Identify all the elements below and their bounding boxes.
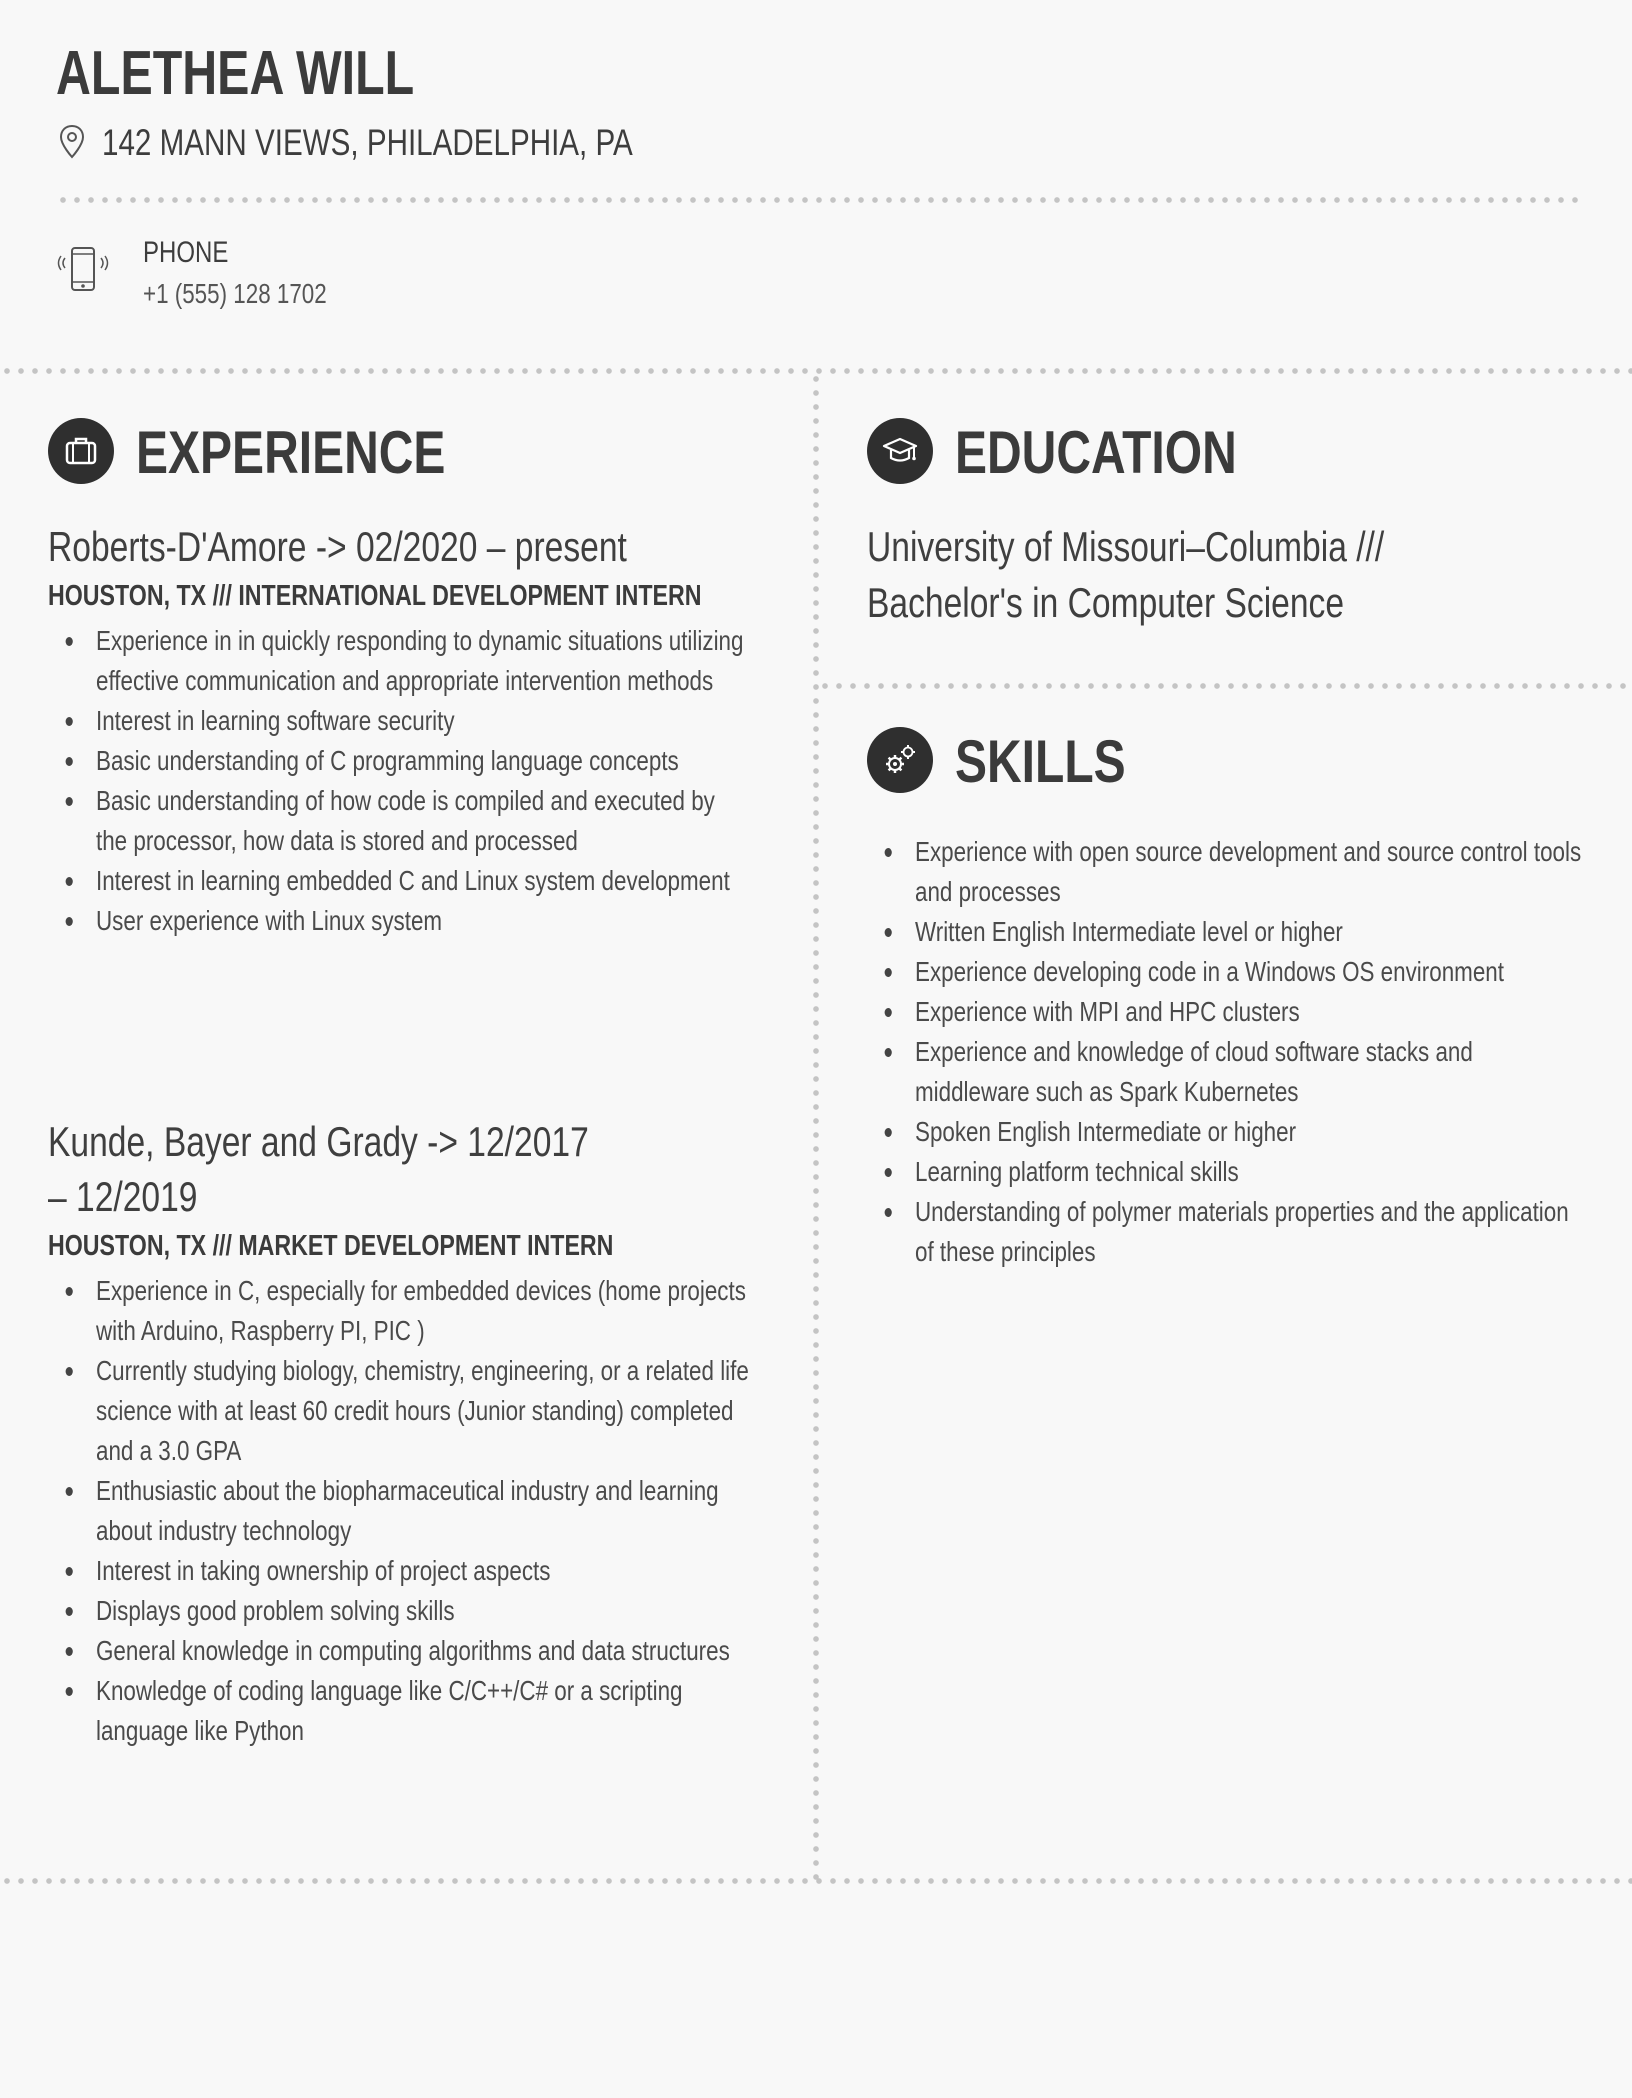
education-skills-divider <box>818 683 1632 689</box>
list-item: Basic understanding of C programming language concepts <box>48 741 752 781</box>
job-subheading: HOUSTON, TX /// INTERNATIONAL DEVELOPMENT INTERN <box>48 580 702 612</box>
list-item: Interest in learning software security <box>48 701 752 741</box>
phone-label: PHONE <box>143 236 229 269</box>
list-item: Knowledge of coding language like C/C++/C# or a scripting language like Python <box>48 1671 752 1751</box>
skills-list-wrap <box>867 832 1632 1272</box>
list-item: General knowledge in computing algorithms and data structures <box>48 1631 752 1671</box>
job-bullets <box>48 1271 752 1751</box>
list-item: Interest in learning embedded C and Linux system development <box>48 861 752 901</box>
list-item: Experience in in quickly responding to dynamic situations utilizing effective communication and appropriate intervention methods <box>48 621 752 701</box>
education-entry-text: University of Missouri–Columbia /// Bachelor's in Computer Science <box>867 523 1385 626</box>
list-item: User experience with Linux system <box>48 901 752 941</box>
education-title: EDUCATION <box>955 419 1237 486</box>
experience-title: EXPERIENCE <box>136 419 446 486</box>
list-item: Experience with MPI and HPC clusters <box>867 992 1587 1032</box>
experience-job-2 <box>48 1114 928 1751</box>
list-item: Learning platform technical skills <box>867 1152 1587 1192</box>
header-divider <box>56 197 1580 203</box>
job-subheading: HOUSTON, TX /// MARKET DEVELOPMENT INTERN <box>48 1230 614 1262</box>
list-item: Written English Intermediate level or higher <box>867 912 1587 952</box>
list-item: Experience and knowledge of cloud software stacks and middleware such as Spark Kubernetes <box>867 1032 1587 1112</box>
briefcase-icon <box>48 418 114 484</box>
candidate-name: ALETHEA WILL <box>56 39 415 108</box>
section-divider-bottom <box>0 1878 1632 1884</box>
skills-title: SKILLS <box>955 728 1126 795</box>
list-item: Currently studying biology, chemistry, engineering, or a related life science with at least 60 credit hours (Junior standing) completed and a 3.0 GPA <box>48 1351 752 1471</box>
list-item: Experience with open source development and source control tools and processes <box>867 832 1587 912</box>
list-item: Displays good problem solving skills <box>48 1591 752 1631</box>
job-heading: Kunde, Bayer and Grady -> 12/2017 – 12/2019 <box>48 1118 589 1220</box>
list-item: Interest in taking ownership of project aspects <box>48 1551 752 1591</box>
list-item: Spoken English Intermediate or higher <box>867 1112 1587 1152</box>
experience-job-1 <box>48 519 938 941</box>
location-pin-icon <box>58 124 86 160</box>
gears-icon <box>867 727 933 793</box>
list-item: Experience developing code in a Windows OS environment <box>867 952 1587 992</box>
job-heading: Roberts-D'Amore -> 02/2020 – present <box>48 523 627 570</box>
job-bullets <box>48 621 752 941</box>
graduation-cap-icon <box>867 418 933 484</box>
education-entry <box>867 519 1567 631</box>
list-item: Enthusiastic about the biopharmaceutical industry and learning about industry technology <box>48 1471 752 1551</box>
list-item: Experience in C, especially for embedded devices (home projects with Arduino, Raspberry PI, PIC ) <box>48 1271 752 1351</box>
skills-list <box>867 832 1587 1272</box>
list-item: Understanding of polymer materials properties and the application of these principles <box>867 1192 1587 1272</box>
address: 142 MANN VIEWS, PHILADELPHIA, PA <box>102 122 633 163</box>
phone-icon <box>54 244 112 302</box>
list-item: Basic understanding of how code is compiled and executed by the processor, how data is stored and processed <box>48 781 752 861</box>
phone-value: +1 (555) 128 1702 <box>143 278 327 309</box>
